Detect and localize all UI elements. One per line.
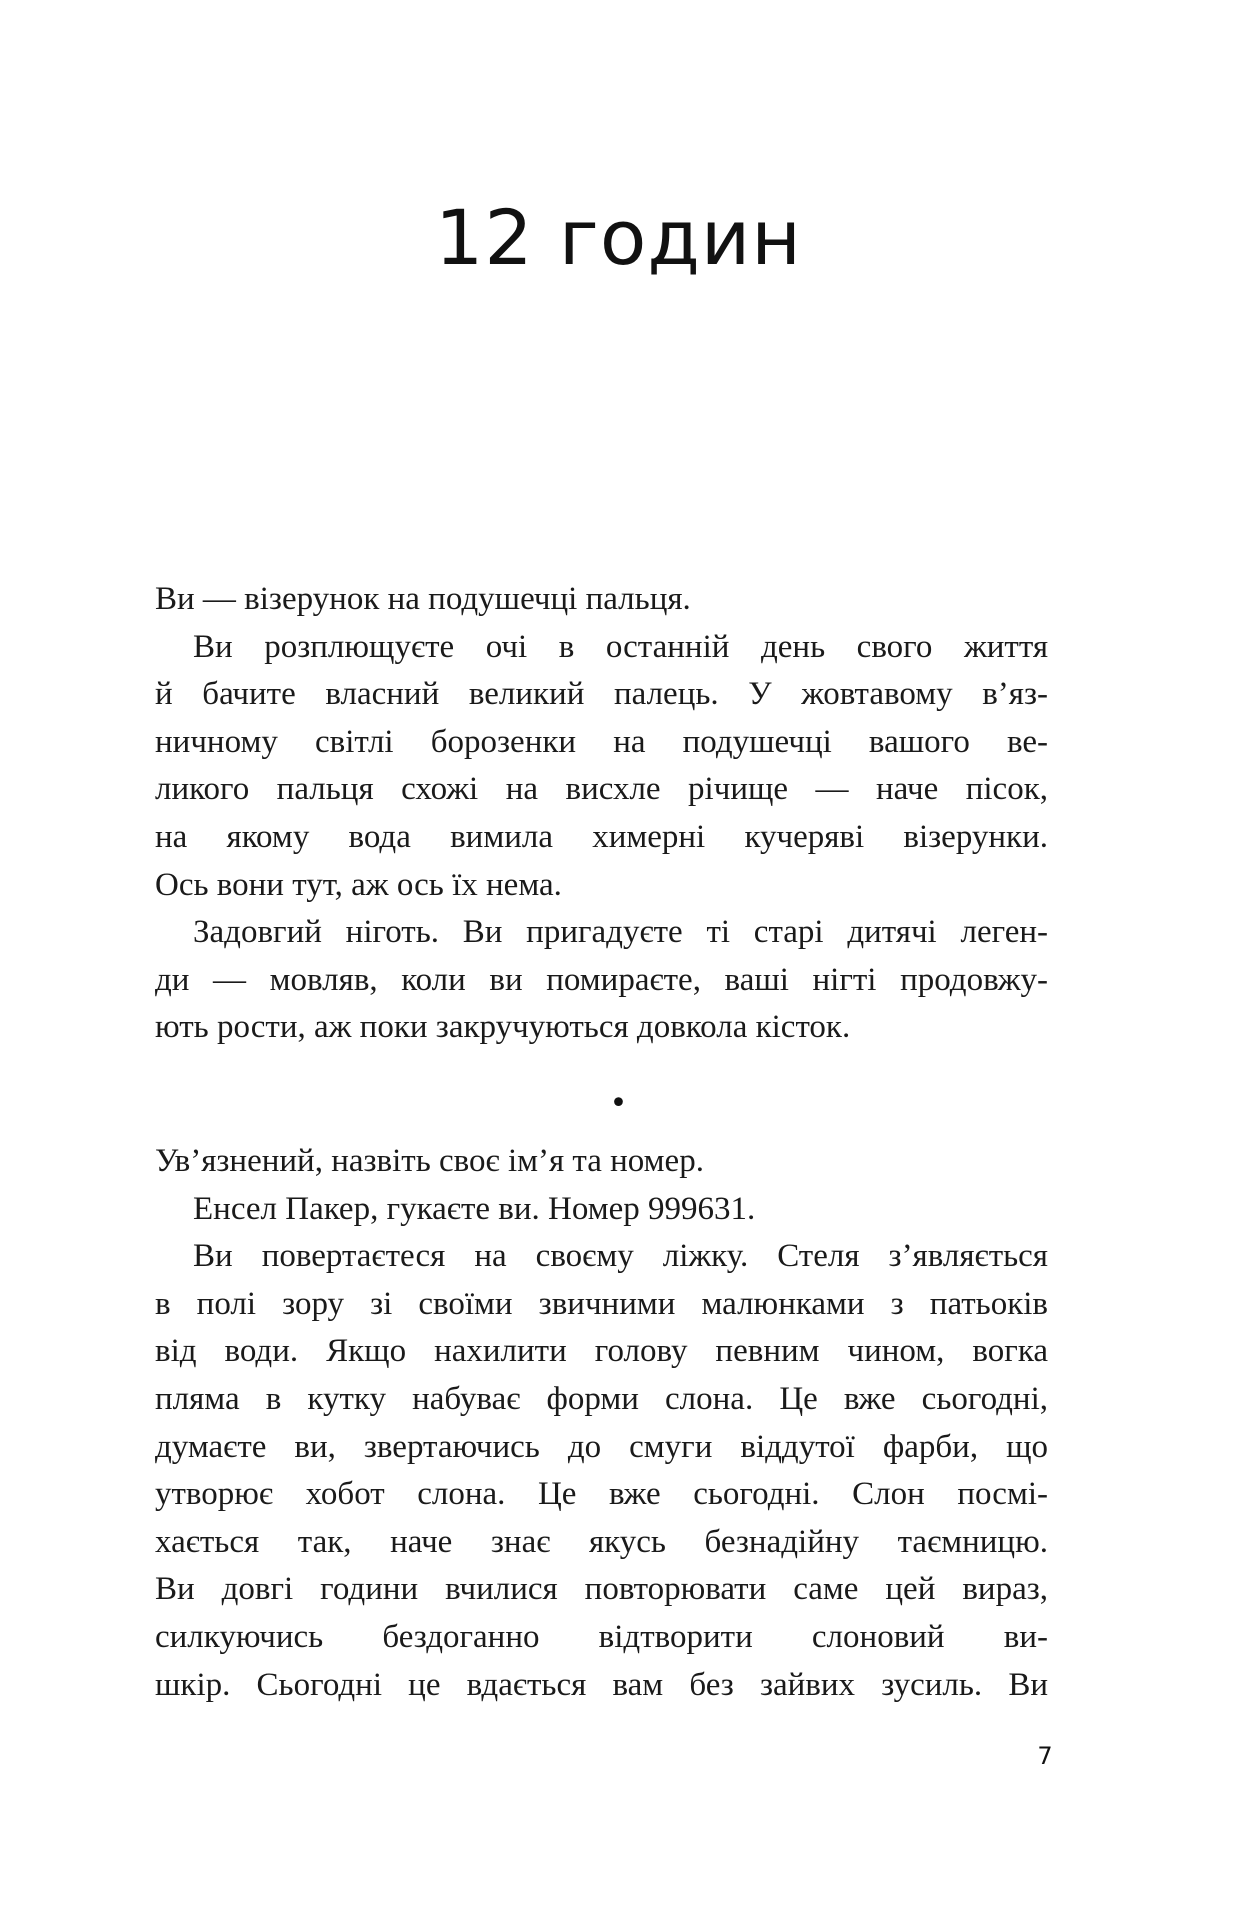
text-line: шкір. Сьогодні це вдається вам без зайвих зусиль. Ви	[155, 1666, 1048, 1703]
text-line: Задовгий ніготь. Ви пригадуєте ті старі дитячі леген-	[193, 914, 1048, 951]
text-line: ничному світлі борозенки на подушечці вашого ве-	[155, 723, 1048, 760]
text-line: й бачите власний великий палець. У жовтавому в’яз-	[155, 676, 1048, 713]
text-line: утворює хобот слона. Це вже сьогодні. Слон посмі-	[155, 1476, 1048, 1513]
text-line: пляма в кутку набуває форми слона. Це вже сьогодні,	[155, 1380, 1048, 1417]
text-line: від води. Якщо нахилити голову певним чином, вогка	[155, 1333, 1048, 1370]
text-line: ди — мовляв, коли ви помираєте, ваші нігті продовжу-	[155, 961, 1048, 998]
text-line: Ось вони тут, аж ось їх нема.	[155, 866, 562, 903]
text-line: на якому вода вимила химерні кучеряві візерунки.	[155, 818, 1048, 855]
text-line: Ви повертаєтеся на своєму ліжку. Стеля з’являється	[193, 1238, 1048, 1275]
text-line: Ви довгі години вчилися повторювати саме цей вираз,	[155, 1571, 1048, 1608]
text-line: хається так, наче знає якусь безнадійну таємницю.	[155, 1523, 1048, 1560]
text-line: в полі зору зі своїми звичними малюнками з патьоків	[155, 1285, 1048, 1322]
chapter-title: 12 годин	[435, 193, 802, 282]
page-number: 7	[1037, 1742, 1053, 1770]
text-line: силкуючись бездоганно відтворити слоновий ви-	[155, 1618, 1048, 1655]
section-separator: •	[609, 1086, 628, 1121]
text-line: думаєте ви, звертаючись до смуги віддутої фарби, що	[155, 1428, 1048, 1465]
section-1-text	[155, 576, 1048, 1052]
text-line: Ви розплющуєте очі в останній день свого життя	[193, 628, 1048, 665]
text-line: ликого пальця схожі на висхле річище — наче пісок,	[155, 771, 1048, 808]
text-line: Енсел Пакер, гукаєте ви. Номер 999631.	[193, 1190, 756, 1227]
text-line: Ви — візерунок на подушечці пальця.	[155, 581, 691, 617]
section-2-text	[155, 1138, 1048, 1709]
text-line: Ув’язнений, назвіть своє ім’я та номер.	[155, 1143, 704, 1179]
text-line: ють рости, аж поки закручуються довкола кісток.	[155, 1009, 851, 1046]
